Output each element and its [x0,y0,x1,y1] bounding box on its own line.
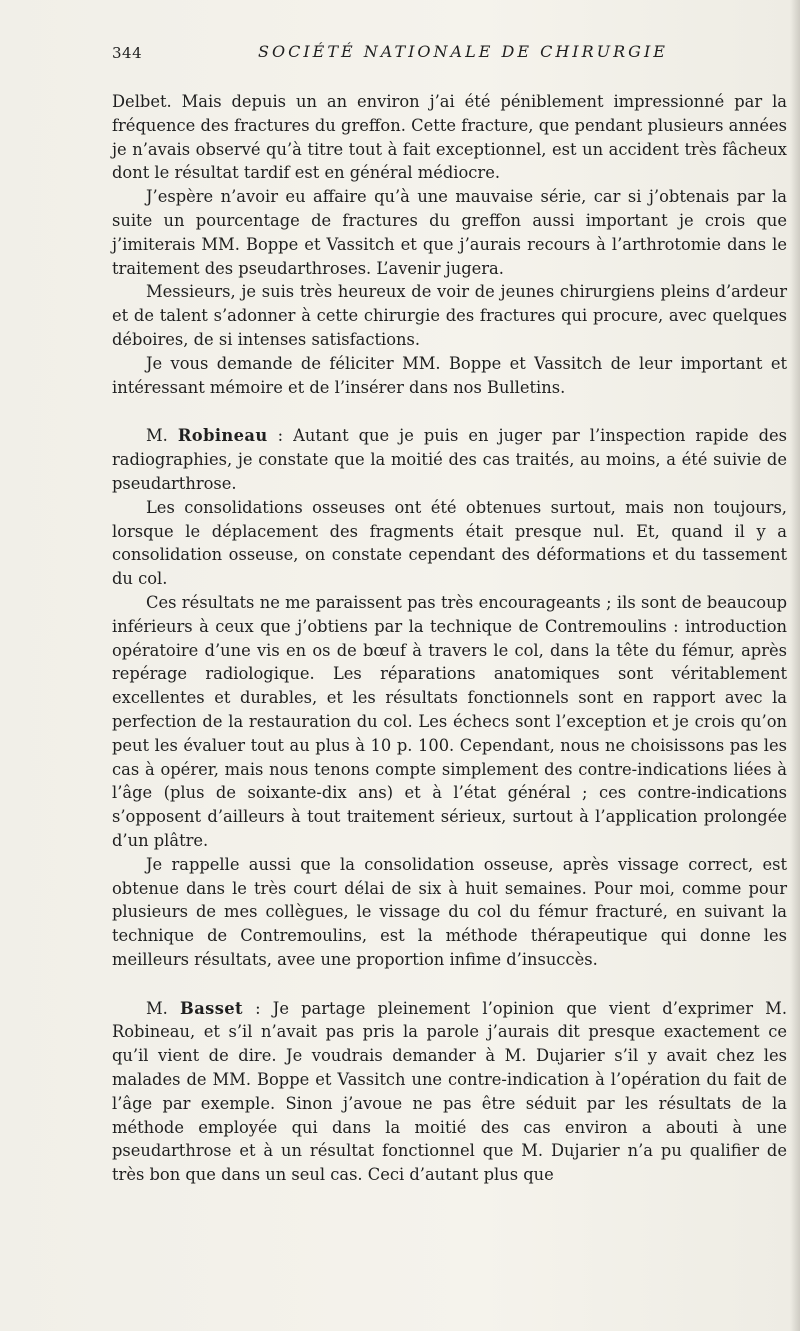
running-head [112,42,787,68]
paragraph-robineau-consolidations: Les consolidations osseuses ont été obtenues surtout, mais non toujours, lorsque le déplacement des fragments était presque nul. Et, quand il y a consolidation osseuse, on constate cependant des déformations et du tassement du col. [112,497,787,589]
paragraph-delbet-continued: Delbet. Mais depuis un an environ j’ai été péniblement impressionné par la fréquence des fractures du greffon. Cette fracture, que pendant plusieurs années je n’avais observé qu’à titre tout à fait exceptionnel, est un accident très fâcheux dont le résultat tardif est en général médiocre. [112,92,787,183]
paragraph-delbet-congratulations: Je vous demande de féliciter MM. Boppe et Vassitch de leur important et intéressant mémoire et de l’insérer dans nos Bulletins. [112,353,787,397]
page-edge-shadow [790,0,800,1331]
text-block [112,90,787,1187]
speaker-name-basset: Basset [180,998,243,1018]
speaker-name-robineau: Robineau [177,426,268,446]
paragraph-robineau-conclusion: Je rappelle aussi que la consolidation osseuse, après vissage correct, est obtenue dans le très court délai de six à huit semaines. Pour moi, comme pour plusieurs de mes collègues, le vissage du col du fémur fracturé, en suivant la technique de Contremoulins, est la méthode thérapeutique qui donne les meilleurs résultats, avee une proportion infime d’insuccès. [112,854,787,969]
basset-intro-text: : Je partage pleinement l’opinion que vient d’exprimer M. Robineau, et s’il n’avait pas pris la parole j’aurais dit presque exactement ce qu’il vient de dire. Je voudrais demander à M. Dujarier s’il y avait chez les malades de MM. Boppe et Vassitch une contre-indication à l’opération du fait de l’âge par exemple. Sinon j’avoue ne pas être séduit par les résultats de la méthode employée qui dans la moitié des cas environ a abouti à une pseudarthrose et à un résultat fonctionnel que M. Dujarier n’a pu qualifier de très bon que dans un seul cas. Ceci d’autant plus que [112,998,787,1185]
speaker-title: M. [146,426,168,446]
journal-title: SOCIÉTÉ NATIONALE DE CHIRURGIE [258,42,668,61]
robineau-intro-text: : Autant que je puis en juger par l’inspection rapide des radiographies, je constate que la moitié des cas traités, au moins, a été suivie de pseudarthrose. [112,426,787,493]
speaker-title: M. [146,998,168,1018]
paragraph-basset-intro [112,997,787,1187]
paragraph-delbet-series: J’espère n’avoir eu affaire qu’à une mauvaise série, car si j’obtenais par la suite un pourcentage de fractures du greffon aussi important je crois que j’imiterais MM. Boppe et Vassitch et que j’aurais recours à l’arthrotomie dans le traitement des pseudarthroses. L’avenir jugera. [112,187,787,278]
paragraph-robineau-intro [112,424,787,495]
page-number: 344 [112,44,143,62]
paragraph-robineau-results: Ces résultats ne me paraissent pas très encourageants ; ils sont de beaucoup inférieurs à ceux que j’obtiens par la technique de Contremoulins : introduction opératoire d’une vis en os de bœuf à travers le col, dans la tête du fémur, après repérage radiologique. Les réparations anatomiques sont véritablement excellentes et durables, et les résultats fonctionnels sont en rapport avec la perfection de la restauration du col. Les échecs sont l’exception et je crois qu’on peut les évaluer tout au plus à 10 p. 100. Cependant, nous ne choisissons pas les cas à opérer, mais nous tenons compte simplement des contre-indications liées à l’âge (plus de soixante-dix ans) et à l’état général ; ces contre-indications s’opposent d’ailleurs à tout traitement sérieux, surtout à l’application prolongée d’un plâtre. [112,592,787,850]
paragraph-delbet-surgeons: Messieurs, je suis très heureux de voir de jeunes chirurgiens pleins d’ardeur et de talent s’adonner à cette chirurgie des fractures qui procure, avec quelques déboires, de si intenses satisfactions. [112,282,787,349]
